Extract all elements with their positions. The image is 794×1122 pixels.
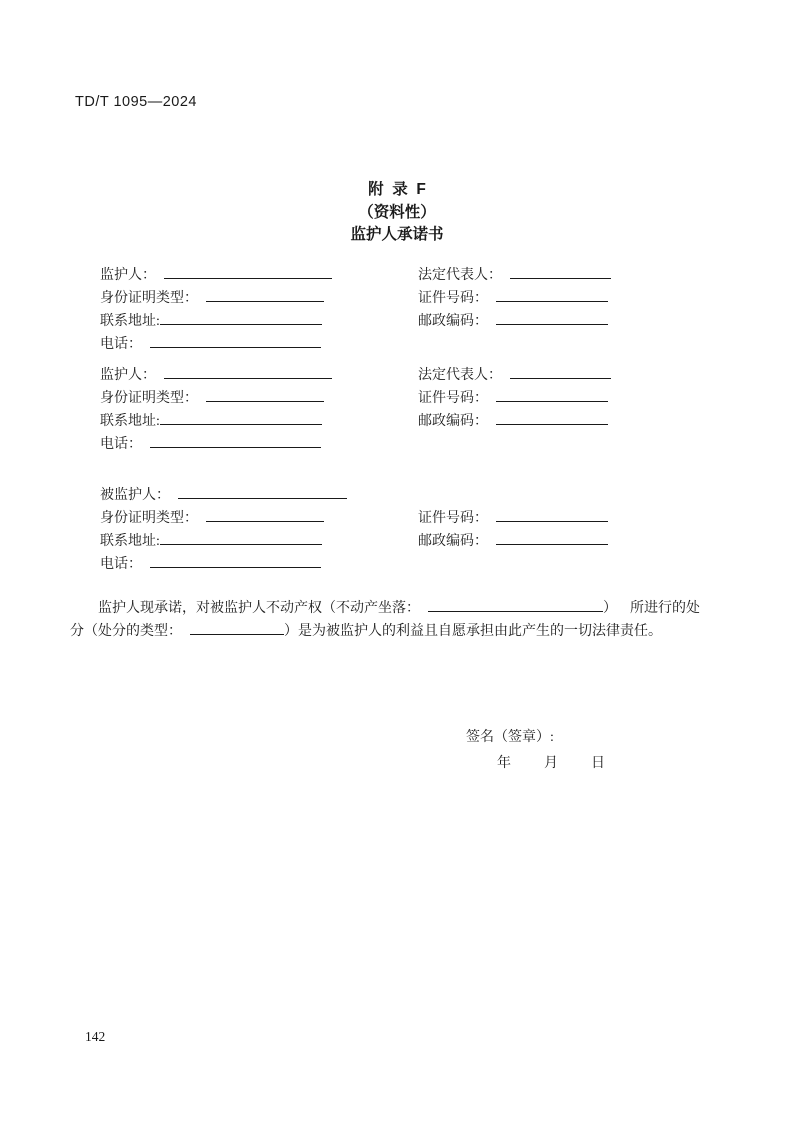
form-row: [0, 553, 794, 576]
appendix-type-note: （资料性）: [358, 203, 436, 221]
legal-rep-label: 法定代表人：: [418, 368, 502, 383]
blank-line: [496, 287, 608, 302]
statement-line-2: [70, 620, 732, 643]
title-block: [0, 179, 794, 247]
form-row: [0, 364, 794, 387]
form-row: [0, 433, 794, 456]
signature-label: 签名（签章）:: [466, 730, 554, 745]
month-label: 月: [544, 756, 558, 771]
blank-line: [206, 387, 324, 402]
postal-code-label: 邮政编码：: [418, 314, 488, 329]
statement-text: ）是为被监护人的利益且自愿承担由此产生的一切法律责任。: [284, 624, 662, 639]
phone-label: 电话：: [100, 557, 142, 572]
statement-text: 所进行的处: [630, 601, 700, 616]
blank-line: [178, 484, 347, 499]
form-row: [0, 264, 794, 287]
statement-text: 分（处分的类型：: [70, 624, 182, 639]
id-number-label: 证件号码：: [418, 291, 488, 306]
blank-line: [206, 507, 324, 522]
address-label: 联系地址:: [100, 314, 160, 329]
statement-line-1: [70, 597, 732, 620]
blank-line: [150, 333, 321, 348]
blank-line: [160, 310, 322, 325]
commitment-statement: [70, 597, 732, 643]
blank-line: [510, 264, 611, 279]
postal-code-label: 邮政编码：: [418, 414, 488, 429]
day-label: 日: [591, 756, 605, 771]
blank-line: [160, 410, 322, 425]
guardian-label: 监护人：: [100, 268, 156, 283]
address-label: 联系地址:: [100, 534, 160, 549]
blank-line: [428, 597, 603, 612]
form-row: [0, 530, 794, 553]
phone-label: 电话：: [100, 437, 142, 452]
year-label: 年: [497, 756, 511, 771]
id-type-label: 身份证明类型：: [100, 511, 198, 526]
document-title: 监护人承诺书: [350, 226, 444, 243]
blank-line: [496, 310, 608, 325]
blank-line: [496, 507, 608, 522]
id-type-label: 身份证明类型：: [100, 391, 198, 406]
form-row: [0, 484, 794, 507]
id-type-label: 身份证明类型：: [100, 291, 198, 306]
blank-line: [206, 287, 324, 302]
guardian-block-2: [0, 364, 794, 456]
id-number-label: 证件号码：: [418, 391, 488, 406]
form-row: [0, 333, 794, 356]
blank-line: [496, 530, 608, 545]
blank-line: [190, 620, 284, 635]
address-label: 联系地址:: [100, 414, 160, 429]
ward-block: [0, 484, 794, 576]
id-number-label: 证件号码：: [418, 511, 488, 526]
blank-line: [496, 410, 608, 425]
postal-code-label: 邮政编码：: [418, 534, 488, 549]
blank-line: [510, 364, 611, 379]
blank-line: [164, 364, 332, 379]
appendix-heading: 附 录 F: [368, 181, 426, 198]
form-row: [0, 410, 794, 433]
legal-rep-label: 法定代表人：: [418, 268, 502, 283]
ward-label: 被监护人：: [100, 488, 170, 503]
blank-line: [164, 264, 332, 279]
form-row: [0, 310, 794, 333]
date-line: [497, 752, 605, 772]
blank-line: [150, 433, 321, 448]
phone-label: 电话：: [100, 337, 142, 352]
form-row: [0, 507, 794, 530]
page-number: 142: [85, 1029, 106, 1044]
form-row: [0, 387, 794, 410]
standard-number: TD/T 1095—2024: [75, 94, 197, 110]
blank-line: [160, 530, 322, 545]
blank-line: [496, 387, 608, 402]
statement-text: 监护人现承诺，对被监护人不动产权（不动产坐落：: [98, 601, 420, 616]
form-row: [0, 287, 794, 310]
closing-paren: ）: [603, 601, 617, 616]
guardian-label: 监护人：: [100, 368, 156, 383]
blank-line: [150, 553, 321, 568]
guardian-block-1: [0, 264, 794, 356]
